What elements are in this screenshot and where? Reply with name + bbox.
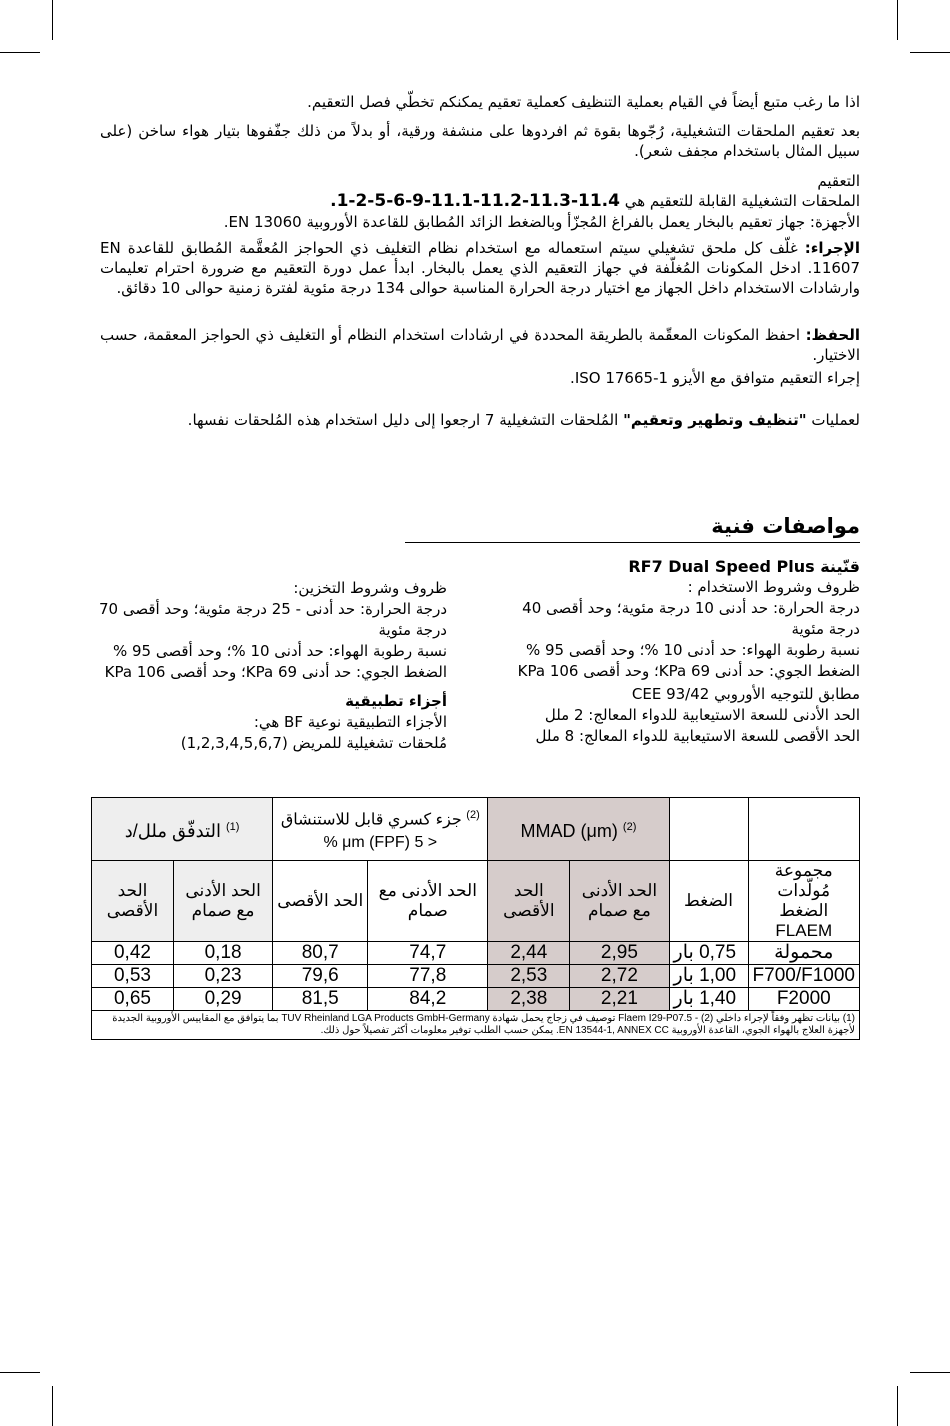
- specs-title: مواصفات فنية: [405, 514, 860, 543]
- cell-mmad-max: 2,44: [488, 942, 570, 965]
- cell-mmad-min: 2,21: [570, 988, 669, 1011]
- header-mmad: $^{(2)}$ MMAD (μm): [488, 798, 669, 861]
- spec-line: الضغط الجوي: حد أدنى 69 KPa؛ وحد أقصى 106 KPa: [517, 662, 860, 680]
- cell-flow-max: 0,42: [92, 942, 174, 965]
- spec-line: درجة الحرارة: حد أدنى 10 درجة مئوية؛ وحد أقصى 40 درجة مئوية: [522, 599, 860, 638]
- spec-line: الحد الأدنى للسعة الاستيعابية للدواء المعالج: 2 ملل: [544, 706, 860, 724]
- performance-table: [91, 797, 860, 1040]
- header-flow-min: الحد الأدنى مع صمام: [173, 861, 272, 942]
- iso-line: إجراء التعقيم متوافق مع الأيزو ISO 17665-1.: [570, 369, 860, 387]
- summary-line: [100, 410, 860, 430]
- header-mmad-min: الحد الأدنى مع صمام: [570, 861, 669, 942]
- cell-pressure: 1,00 بار: [669, 965, 748, 988]
- header-empty: [748, 798, 859, 861]
- summary-suffix: المُلحقات التشغيلية 7 ارجعوا إلى دليل استخدام هذه المُلحقات نفسها.: [187, 411, 619, 429]
- cell-mmad-min: 2,95: [570, 942, 669, 965]
- cell-mmad-max: 2,38: [488, 988, 570, 1011]
- cell-group: F700/F1000: [748, 965, 859, 988]
- accessories-prefix: الملحقات التشغيلية القابلة للتعقيم هي: [624, 192, 860, 210]
- header-empty: [669, 798, 748, 861]
- spec-line: مُلحقات تشغيلية للمريض (1,2,3,4,5,6,7): [180, 734, 447, 752]
- crop-mark: [0, 52, 40, 53]
- cell-fpf-min: 77,8: [368, 965, 488, 988]
- crop-mark: [910, 1372, 950, 1373]
- crop-mark: [897, 0, 898, 40]
- spec-line: ظروف وشروط الاستخدام :: [687, 578, 860, 596]
- cell-flow-min: 0,29: [173, 988, 272, 1011]
- accessories-line: [100, 191, 860, 211]
- cell-fpf-max: 81,5: [273, 988, 368, 1011]
- crop-mark: [910, 52, 950, 53]
- crop-mark: [52, 0, 53, 40]
- procedure-text: غلّف كل ملحق تشغيلي سيتم استعماله مع استخدام نظام التغليف ذي الحواجز المُعقَّمة المُطابق للقاعدة EN 11607. ادخل المكونات المُغلّفة في جهاز التعقيم الذي يعمل بالبخار. ابدأ عمل دورة التعقيم مع ضرورة احترام تعليمات وارشادات الاستخدام داخل الجهاز مع اختيار درجة الحرارة المناسبة حوالى 134 درجة مئوية لفترة زمنية حوالى 10 دقائق.: [100, 239, 860, 297]
- cell-flow-min: 0,23: [173, 965, 272, 988]
- table-row: [92, 965, 860, 988]
- procedure-label: الإجراء:: [804, 239, 860, 257]
- devices-line: الأجهزة: جهاز تعقيم بالبخار يعمل بالفراغ المُجزّأ وبالضغط الزائد المُطابق للقاعدة الأوروبية EN 13060.: [223, 213, 860, 231]
- storage-label: الحفظ:: [805, 326, 861, 344]
- crop-mark: [52, 1386, 53, 1426]
- cell-mmad-min: 2,72: [570, 965, 669, 988]
- cell-pressure: 0,75 بار: [669, 942, 748, 965]
- spec-line: الضغط الجوي: حد أدنى 69 KPa؛ وحد أقصى 106 KPa: [104, 663, 447, 681]
- intro-paragraph-2: بعد تعقيم الملحقات التشغيلية، رُجّوها بقوة ثم افردوها على منشفة ورقية، أو بدلاً من ذلك جفّفوها بتيار هواء ساخن (على سبيل المثال باستخدام مجفف شعر).: [100, 122, 860, 160]
- cell-group: F2000: [748, 988, 859, 1011]
- storage-text: احفظ المكونات المعقّمة بالطريقة المحددة في ارشادات استخدام النظام أو التغليف ذي الحواجز المعقمة، حسب الاختيار.: [100, 326, 860, 364]
- spec-line: نسبة رطوبة الهواء: حد أدنى 10 %؛ وحد أقصى 95 %: [525, 641, 860, 659]
- spec-line: الأجزاء التطبيقية نوعية BF هي:: [253, 713, 447, 731]
- header-flow: $^{(1)}$ التدفّق ملل/د: [92, 798, 273, 861]
- cell-pressure: 1,40 بار: [669, 988, 748, 1011]
- summary-bold: "تنظيف وتطهير وتعقيم": [623, 411, 807, 429]
- header-fpf: $^{(2)}$ جزء كسري قابل للاستنشاق < 5 μm (FPF) %: [273, 798, 488, 861]
- cell-group: محمولة: [748, 942, 859, 965]
- table-row: [92, 988, 860, 1011]
- spec-line: مطابق للتوجيه الأوروبي CEE 93/42: [631, 685, 860, 703]
- cell-fpf-max: 80,7: [273, 942, 368, 965]
- cell-fpf-min: 74,7: [368, 942, 488, 965]
- header-flow-max: الحد الأقصى: [92, 861, 174, 942]
- cell-flow-min: 0,18: [173, 942, 272, 965]
- spec-line: الحد الأقصى للسعة الاستيعابية للدواء المعالج: 8 ملل: [535, 727, 860, 745]
- cell-flow-max: 0,53: [92, 965, 174, 988]
- nebulizer-specs: [490, 556, 860, 747]
- spec-line: نسبة رطوبة الهواء: حد أدنى 10 %؛ وحد أقصى 95 %: [112, 642, 447, 660]
- intro-paragraph-1: اذا ما رغب متبع أيضاً في القيام بعملية التنظيف كعملية تعقيم يمكنكم تخطّي فصل التعقيم.: [307, 93, 860, 111]
- cell-fpf-min: 84,2: [368, 988, 488, 1011]
- cell-fpf-max: 79,6: [273, 965, 368, 988]
- crop-mark: [0, 1372, 40, 1373]
- spec-line: ظروف وشروط التخزين:: [293, 579, 447, 597]
- cell-flow-max: 0,65: [92, 988, 174, 1011]
- applied-parts-heading: أجزاء تطبيقية: [345, 692, 447, 710]
- header-group: مجموعة مُولّدات الضغط FLAEM: [748, 861, 859, 942]
- spec-line: درجة الحرارة: حد أدنى - 25 درجة مئوية؛ وحد أقصى 70 درجة مئوية: [99, 600, 447, 639]
- nebulizer-heading: قنّينة RF7 Dual Speed Plus: [628, 557, 860, 576]
- header-pressure: الضغط: [669, 861, 748, 942]
- header-fpf-min: الحد الأدنى مع صمام: [368, 861, 488, 942]
- storage-paragraph: [100, 325, 860, 365]
- accessories-codes: .1-2-5-6-9-11.1-11.2-11.3-11.4: [330, 191, 620, 211]
- table-row: [92, 942, 860, 965]
- table-footnote: (1) بيانات تظهر وفقاً لإجراء داخلي Flaem I29-P07.5 - (2) توصيف في زجاج يحمل شهادة TUV Rheinland LGA Products GmbH-Germany بما يتوافق مع المقاييس الأوروبية الجديدة لأجهزة العلاج بالهواء الجوي، القاعدة الأوروبية EN 13544-1, ANNEX CC. يمكن حسب الطلب توفير معلومات أكثر تفصيلاً حول ذلك.: [92, 1011, 860, 1040]
- crop-mark: [897, 1386, 898, 1426]
- header-fpf-max: الحد الأقصى: [273, 861, 368, 942]
- cell-mmad-max: 2,53: [488, 965, 570, 988]
- procedure-paragraph: [100, 238, 860, 298]
- header-mmad-max: الحد الأقصى: [488, 861, 570, 942]
- storage-specs: [97, 578, 447, 754]
- sterilization-heading: التعقيم: [817, 172, 860, 190]
- summary-prefix: لعمليات: [811, 411, 860, 429]
